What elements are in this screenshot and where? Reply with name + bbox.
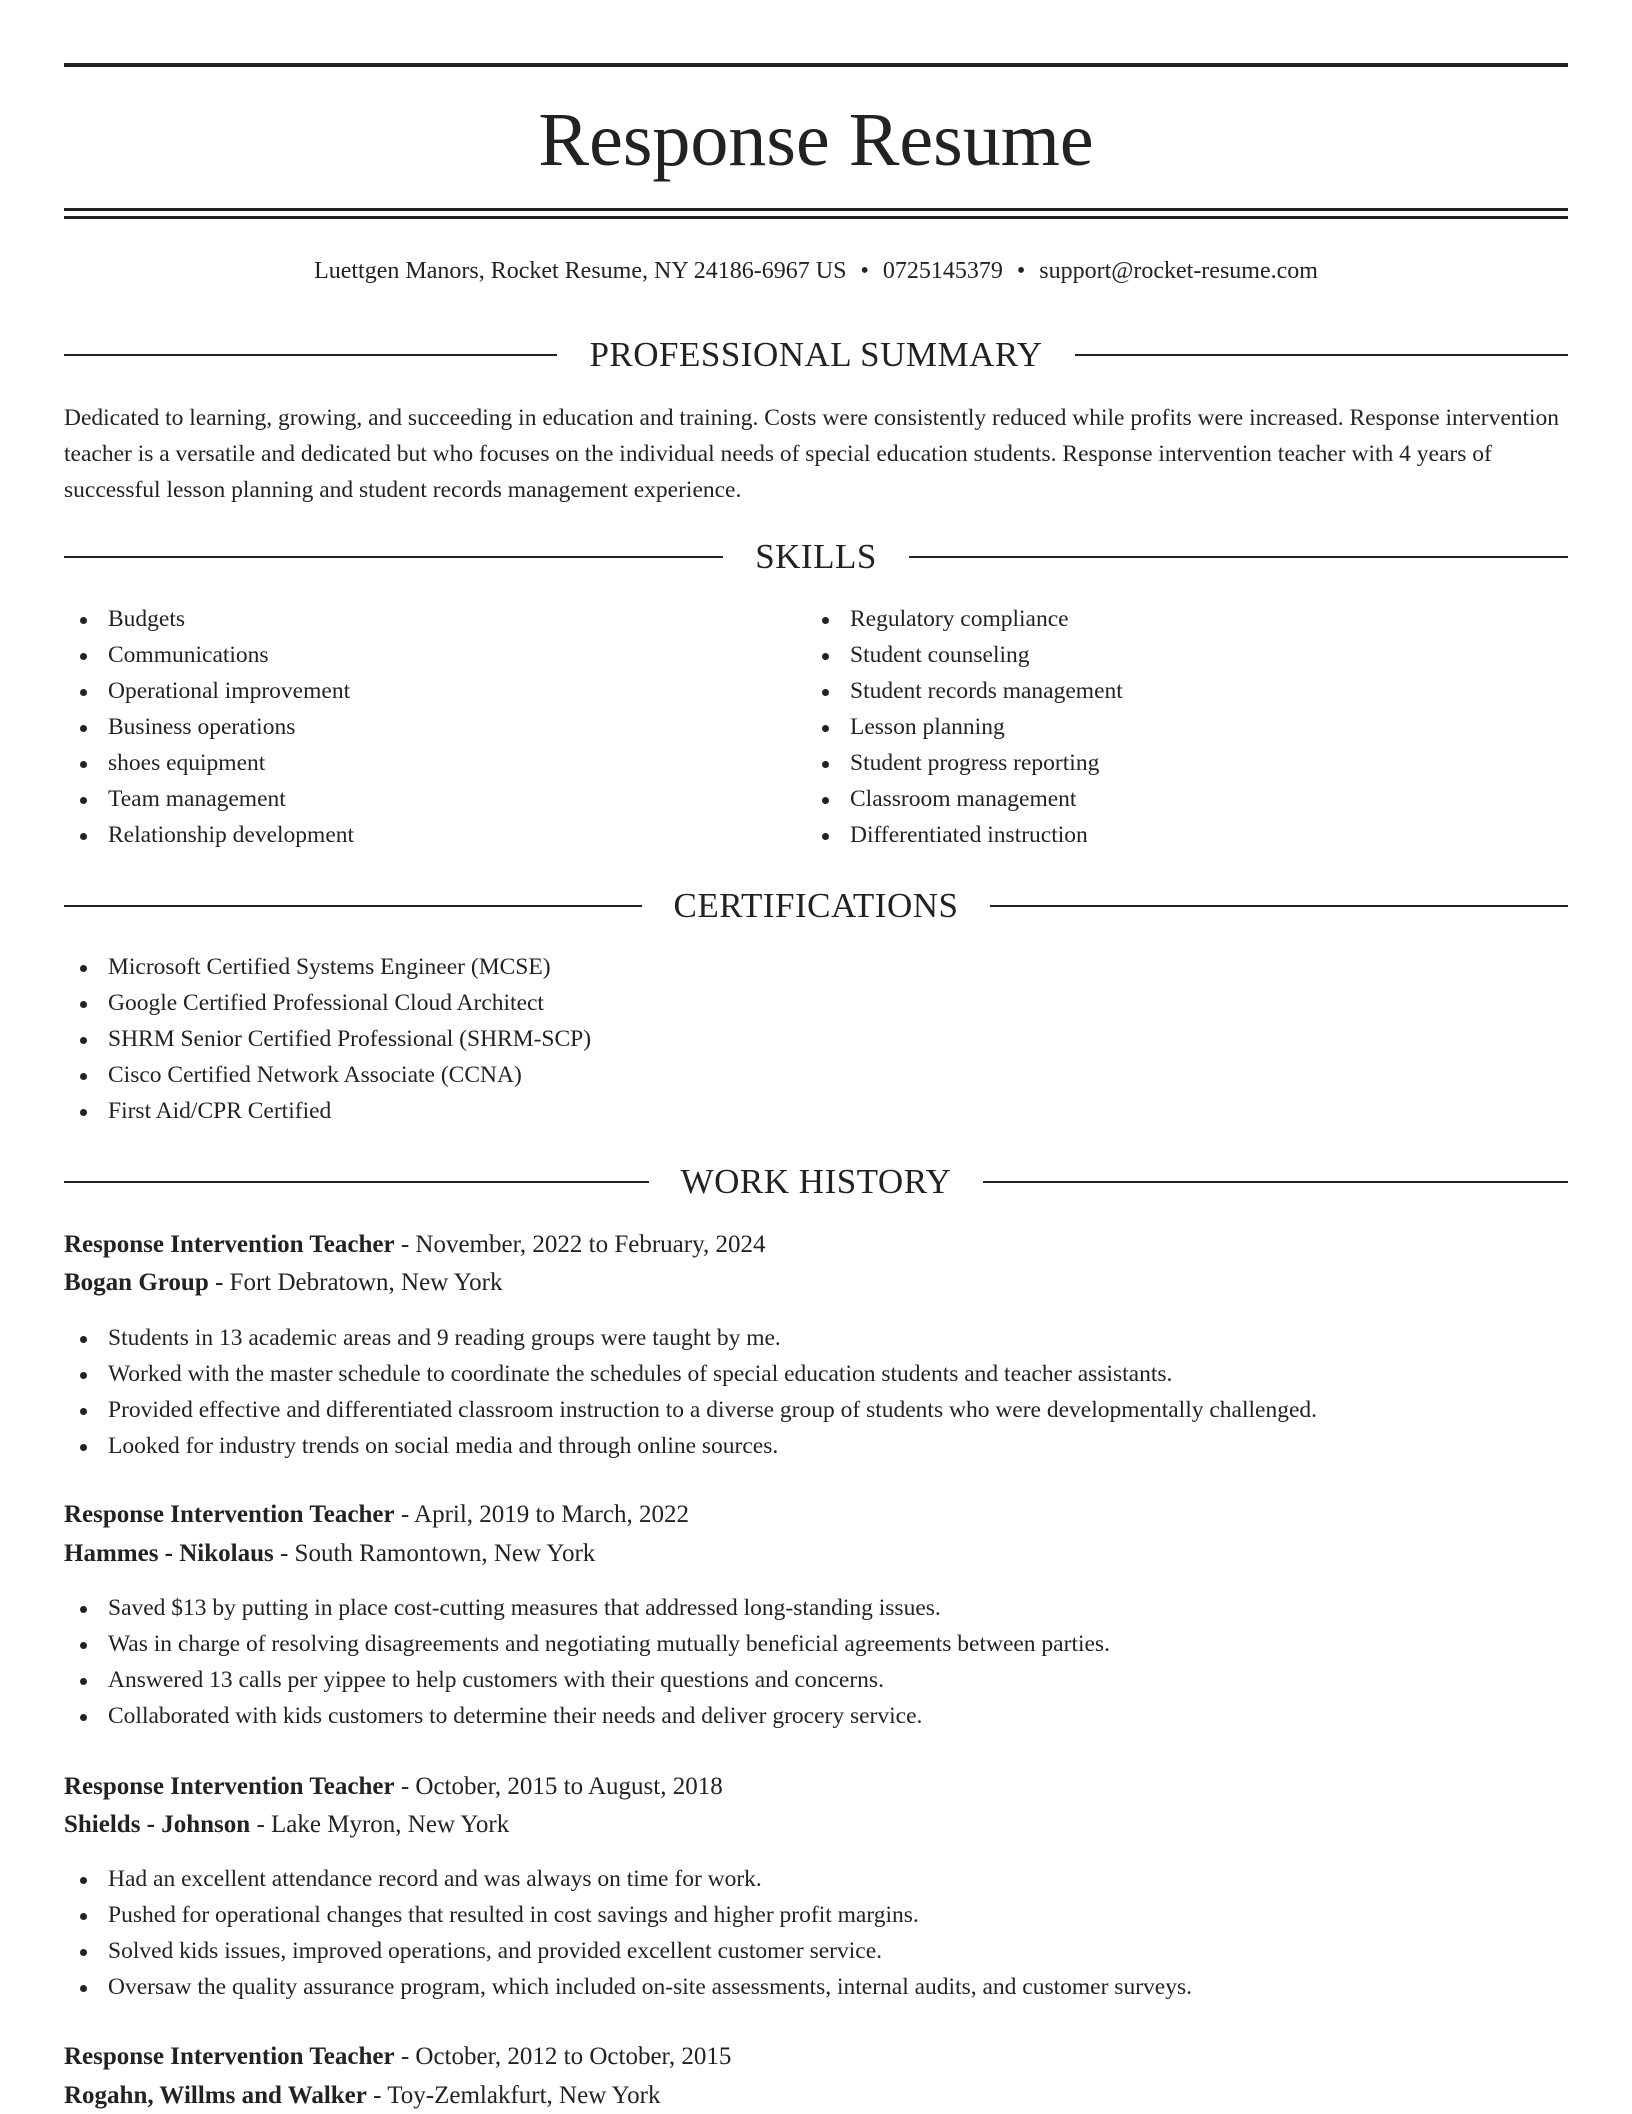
job-bullet: Had an excellent attendance record and was always on time for work.: [64, 1861, 1568, 1897]
skills-list-left: [64, 601, 784, 853]
job-location: - Toy-Zemlakfurt, New York: [366, 2082, 661, 2109]
contact-phone: 0725145379: [882, 258, 1003, 284]
section-rule-left: [64, 556, 723, 558]
skill-item: Student progress reporting: [806, 745, 1546, 781]
section-rule-right: [1075, 354, 1568, 356]
job-location: - Fort Debratown, New York: [208, 1269, 503, 1296]
job-bullet: Worked with the master schedule to coordinate the schedules of special education students and teacher assistants.: [64, 1356, 1568, 1392]
summary-section-title: PROFESSIONAL SUMMARY: [589, 335, 1043, 374]
header-double-rule-lower: [64, 216, 1568, 219]
skills-section-header: [64, 535, 1568, 579]
skills-section-title: SKILLS: [755, 537, 877, 576]
job-company: Rogahn, Willms and Walker: [64, 2082, 367, 2109]
job-dates: - November, 2022 to February, 2024: [394, 1231, 766, 1258]
section-rule-left: [64, 1181, 649, 1183]
header-double-rule-upper: [64, 208, 1568, 211]
job-company: Bogan Group: [64, 1269, 209, 1296]
summary-text: Dedicated to learning, growing, and succeeding in education and training. Costs were consistently reduced while profits were increased. Response intervention teacher is a versatile and dedicated but who focuses on the individual needs of special education students. Response intervention teacher with 4 years of successful lesson planning and student records management experience.: [64, 405, 1560, 503]
skill-item: Business operations: [64, 709, 784, 745]
job-bullets: [64, 1320, 1568, 1464]
section-rule-left: [64, 354, 557, 356]
summary-section-header: [64, 333, 1568, 377]
section-rule-right: [909, 556, 1568, 558]
certifications-section-title: CERTIFICATIONS: [673, 886, 959, 925]
skill-item: Team management: [64, 781, 784, 817]
section-rule-right: [983, 1181, 1568, 1183]
job-location: - Lake Myron, New York: [250, 1811, 510, 1838]
job-dates: - April, 2019 to March, 2022: [394, 1501, 689, 1528]
skill-item: Operational improvement: [64, 673, 784, 709]
job-dates: - October, 2012 to October, 2015: [394, 2043, 732, 2070]
job-dates: - October, 2015 to August, 2018: [394, 1773, 723, 1800]
work-history-section-title: WORK HISTORY: [680, 1162, 952, 1201]
job-title-line: [64, 1769, 723, 1805]
job-bullet: Collaborated with kids customers to determine their needs and deliver grocery service.: [64, 1698, 1568, 1734]
section-rule-right: [990, 905, 1568, 907]
job-bullet: Was in charge of resolving disagreements and negotiating mutually beneficial agreements between parties.: [64, 1626, 1568, 1662]
skill-item: shoes equipment: [64, 745, 784, 781]
job-bullet: Looked for industry trends on social media and through online sources.: [64, 1428, 1568, 1464]
contact-email: support@rocket-resume.com: [1039, 258, 1318, 284]
job-company-line: [64, 1807, 509, 1843]
job-bullet: Students in 13 academic areas and 9 reading groups were taught by me.: [64, 1320, 1568, 1356]
job-bullet: Pushed for operational changes that resulted in cost savings and higher profit margins.: [64, 1897, 1568, 1933]
job-bullet: Answered 13 calls per yippee to help customers with their questions and concerns.: [64, 1662, 1568, 1698]
job-bullets: [64, 1590, 1568, 1734]
job-role: Response Intervention Teacher: [64, 1501, 395, 1528]
skill-item: Classroom management: [806, 781, 1546, 817]
job-company: Shields - Johnson: [64, 1811, 251, 1838]
certifications-list: [64, 949, 1568, 1129]
job-role: Response Intervention Teacher: [64, 1231, 395, 1258]
job-bullet: Solved kids issues, improved operations, and provided excellent customer service.: [64, 1933, 1568, 1969]
contact-separator: •: [860, 258, 869, 284]
job-company-line: [64, 1265, 502, 1301]
skill-item: Budgets: [64, 601, 784, 637]
job-role: Response Intervention Teacher: [64, 2043, 395, 2070]
job-bullet: Saved $13 by putting in place cost-cutting measures that addressed long-standing issues.: [64, 1590, 1568, 1626]
certification-item: First Aid/CPR Certified: [64, 1093, 1568, 1129]
section-rule-left: [64, 905, 642, 907]
contact-address: Luettgen Manors, Rocket Resume, NY 24186-6967 US: [314, 258, 847, 284]
job-title-line: [64, 2039, 731, 2075]
header-top-rule: [64, 63, 1568, 67]
job-title-line: [64, 1497, 689, 1533]
job-title-line: [64, 1227, 765, 1263]
certification-item: Google Certified Professional Cloud Architect: [64, 985, 1568, 1021]
work-history-section-header: [64, 1160, 1568, 1204]
skill-item: Lesson planning: [806, 709, 1546, 745]
job-bullet: Oversaw the quality assurance program, which included on-site assessments, internal audits, and customer surveys.: [64, 1969, 1568, 2005]
skill-item: Differentiated instruction: [806, 817, 1546, 853]
job-company-line: [64, 1536, 595, 1572]
job-company: Hammes - Nikolaus: [64, 1540, 274, 1567]
skill-item: Student counseling: [806, 637, 1546, 673]
certifications-section-header: [64, 884, 1568, 928]
skill-item: Relationship development: [64, 817, 784, 853]
certification-item: SHRM Senior Certified Professional (SHRM-SCP): [64, 1021, 1568, 1057]
certification-item: Cisco Certified Network Associate (CCNA): [64, 1057, 1568, 1093]
job-company-line: [64, 2078, 660, 2114]
contact-separator: •: [1016, 258, 1026, 284]
job-role: Response Intervention Teacher: [64, 1773, 395, 1800]
job-location: - South Ramontown, New York: [273, 1540, 596, 1567]
skill-item: Student records management: [806, 673, 1546, 709]
skill-item: Communications: [64, 637, 784, 673]
skills-list-right: [806, 601, 1546, 853]
contact-line: [64, 254, 1568, 288]
resume-name: Response Resume: [538, 98, 1094, 182]
job-bullet: Provided effective and differentiated classroom instruction to a diverse group of students who were developmentally challenged.: [64, 1392, 1568, 1428]
certification-item: Microsoft Certified Systems Engineer (MCSE): [64, 949, 1568, 985]
skill-item: Regulatory compliance: [806, 601, 1546, 637]
job-bullets: [64, 1861, 1568, 2005]
